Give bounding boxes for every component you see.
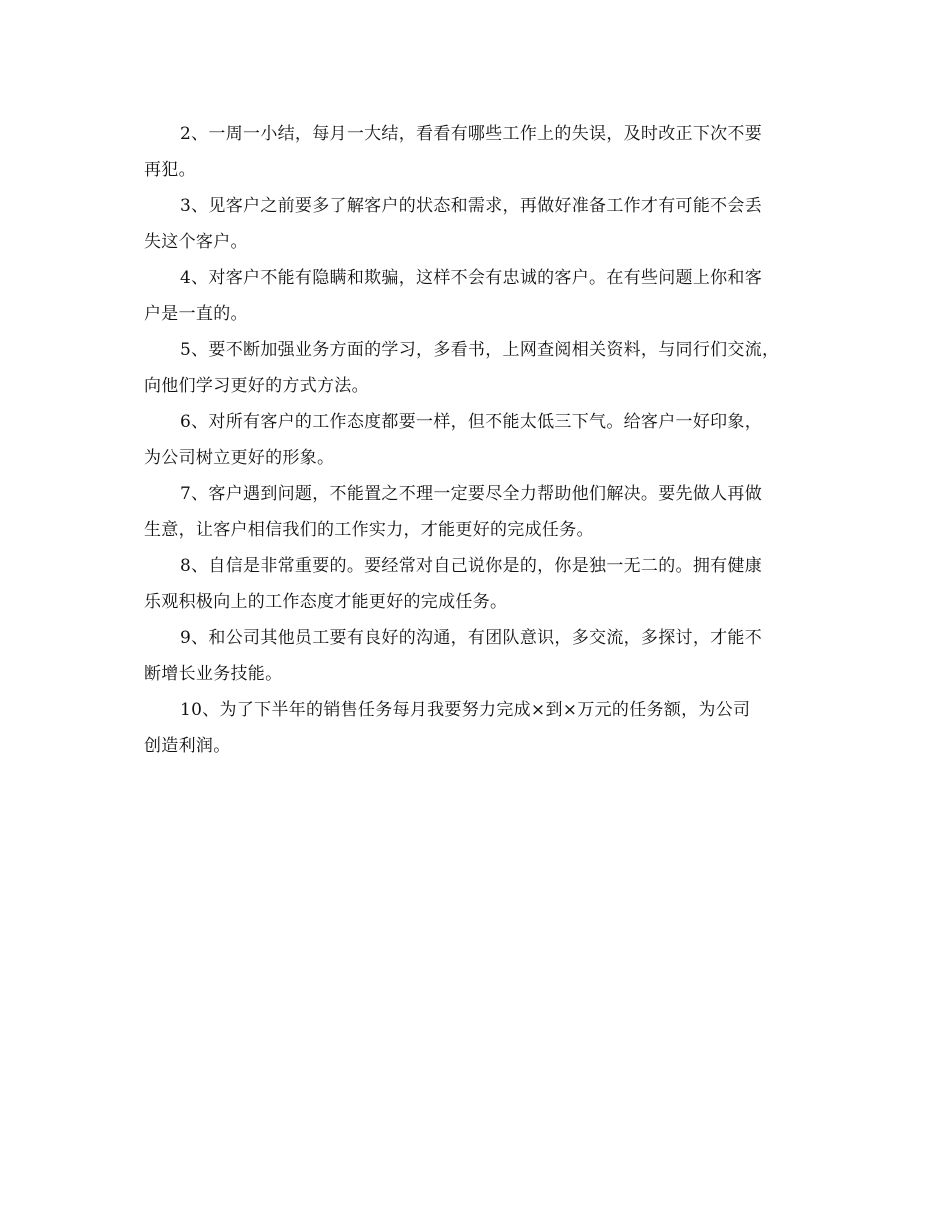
paragraph-line: 5、要不断加强业务方面的学习，多看书，上网查阅相关资料，与同行们交流， bbox=[180, 340, 780, 360]
paragraph-line: 乐观积极向上的工作态度才能更好的完成任务。 bbox=[144, 592, 508, 612]
paragraph-item-6 bbox=[144, 404, 812, 476]
paragraph-item-7 bbox=[144, 476, 812, 548]
paragraph-line: 向他们学习更好的方式方法。 bbox=[144, 376, 369, 396]
paragraph-item-5 bbox=[144, 332, 812, 404]
paragraph-item-10 bbox=[144, 692, 812, 764]
paragraph-line: 生意，让客户相信我们的工作实力，才能更好的完成任务。 bbox=[144, 520, 594, 540]
paragraph-line: 为公司树立更好的形象。 bbox=[144, 448, 335, 468]
paragraph-line: 10、为了下半年的销售任务每月我要努力完成×到×万元的任务额，为公司 bbox=[180, 700, 751, 720]
paragraph-line: 再犯。 bbox=[144, 160, 196, 180]
paragraph-line: 6、对所有客户的工作态度都要一样，但不能太低三下气。给客户一好印象， bbox=[180, 412, 763, 432]
paragraph-line: 失这个客户。 bbox=[144, 232, 248, 252]
paragraph-line: 2、一周一小结，每月一大结，看看有哪些工作上的失误，及时改正下次不要 bbox=[180, 124, 763, 144]
paragraph-item-3 bbox=[144, 188, 812, 260]
paragraph-item-4 bbox=[144, 260, 812, 332]
paragraph-line: 创造利润。 bbox=[144, 736, 231, 756]
paragraph-item-9 bbox=[144, 620, 812, 692]
paragraph-item-8 bbox=[144, 548, 812, 620]
paragraph-item-2 bbox=[144, 116, 812, 188]
document-body bbox=[144, 116, 812, 764]
paragraph-line: 3、见客户之前要多了解客户的状态和需求，再做好准备工作才有可能不会丢 bbox=[180, 196, 763, 216]
paragraph-line: 7、客户遇到问题，不能置之不理一定要尽全力帮助他们解决。要先做人再做 bbox=[180, 484, 763, 504]
paragraph-line: 断增长业务技能。 bbox=[144, 664, 283, 684]
paragraph-line: 户是一直的。 bbox=[144, 304, 248, 324]
paragraph-line: 8、自信是非常重要的。要经常对自己说你是的，你是独一无二的。拥有健康 bbox=[180, 556, 763, 576]
paragraph-line: 9、和公司其他员工要有良好的沟通，有团队意识，多交流，多探讨，才能不 bbox=[180, 628, 763, 648]
paragraph-line: 4、对客户不能有隐瞒和欺骗，这样不会有忠诚的客户。在有些问题上你和客 bbox=[180, 268, 763, 288]
